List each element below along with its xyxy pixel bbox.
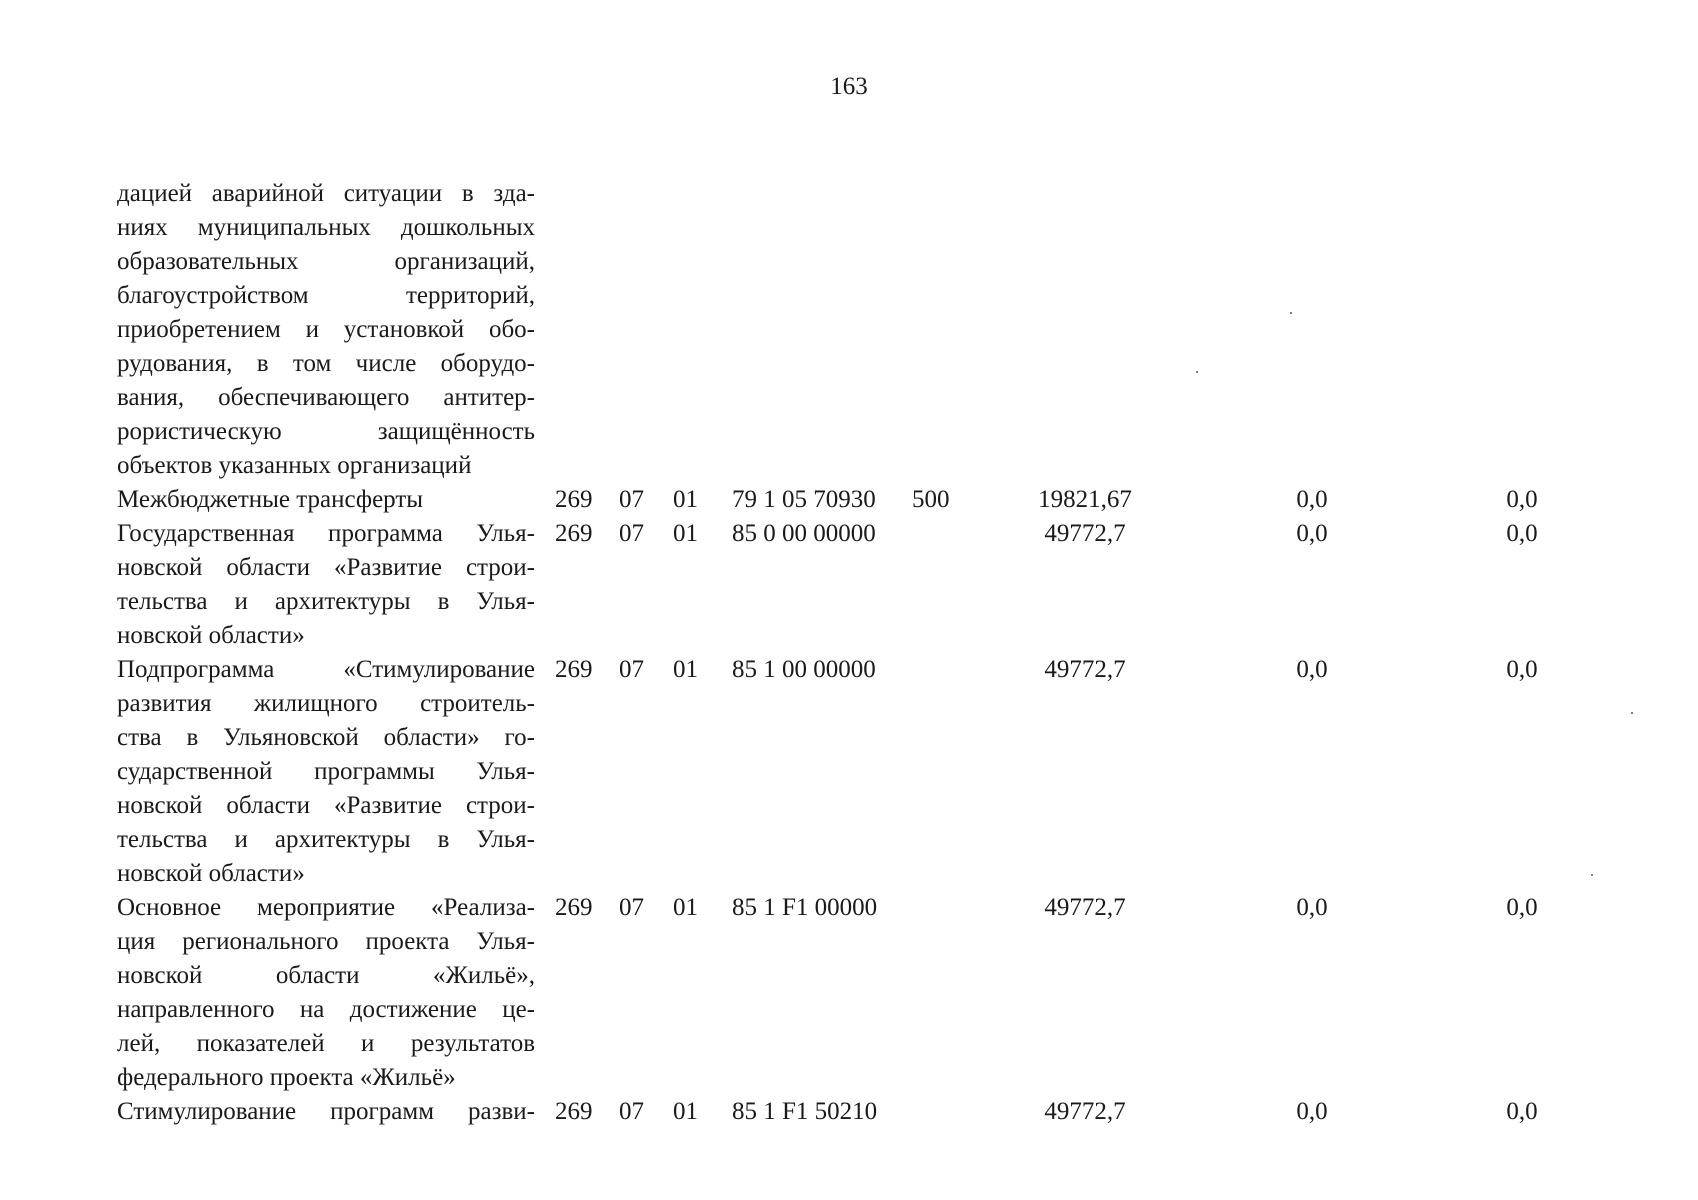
description-line: рудования, в том числе оборудо-: [117, 350, 535, 377]
amount-year-1: 49772,7: [1044, 1098, 1126, 1125]
amount-year-1: 49772,7: [1044, 520, 1126, 547]
amount-year-1: 49772,7: [1044, 894, 1126, 921]
table-row: [117, 177, 1557, 483]
description-line: ства в Ульяновской области» го-: [117, 724, 535, 751]
description-line: Межбюджетные трансферты: [117, 486, 424, 513]
row-description: [117, 891, 535, 1095]
description-line: дацией аварийной ситуации в зда-: [117, 180, 535, 207]
grbs-code: 269: [555, 656, 593, 683]
description-line: новской области»: [117, 622, 305, 649]
description-line: новской области «Жильё»,: [117, 962, 535, 989]
section-code: 07: [619, 894, 644, 921]
budget-table: [117, 177, 1557, 1129]
description-line: федерального проекта «Жильё»: [117, 1064, 456, 1091]
description-line: вания, обеспечивающего антитер-: [117, 384, 535, 411]
table-row: [117, 517, 1557, 653]
target-article-code: 85 1 00 00000: [732, 656, 876, 683]
description-line: рористическую защищённость: [117, 418, 535, 445]
subsection-code: 01: [673, 520, 698, 547]
row-description: [117, 177, 535, 483]
target-article-code: 85 1 F1 00000: [732, 894, 878, 921]
description-line: объектов указанных организаций: [117, 452, 472, 479]
subsection-code: 01: [673, 486, 698, 513]
amount-year-3: 0,0: [1506, 486, 1538, 513]
target-article-code: 79 1 05 70930: [732, 486, 876, 513]
description-line: Стимулирование программ разви-: [117, 1098, 535, 1125]
scan-speck: [1631, 712, 1633, 714]
amount-year-1: 49772,7: [1044, 656, 1126, 683]
target-article-code: 85 0 00 00000: [732, 520, 876, 547]
description-line: тельства и архитектуры в Улья-: [117, 588, 535, 615]
row-description: [117, 483, 535, 517]
target-article-code: 85 1 F1 50210: [732, 1098, 878, 1125]
grbs-code: 269: [555, 486, 593, 513]
amount-year-3: 0,0: [1506, 1098, 1538, 1125]
description-line: ниях муниципальных дошкольных: [117, 214, 535, 241]
grbs-code: 269: [555, 520, 593, 547]
grbs-code: 269: [555, 894, 593, 921]
subsection-code: 01: [673, 894, 698, 921]
amount-year-2: 0,0: [1296, 894, 1328, 921]
description-line: Подпрограмма «Стимулирование: [117, 656, 535, 683]
description-line: ция регионального проекта Улья-: [117, 928, 535, 955]
amount-year-3: 0,0: [1506, 520, 1538, 547]
section-code: 07: [619, 1098, 644, 1125]
amount-year-2: 0,0: [1296, 486, 1328, 513]
grbs-code: 269: [555, 1098, 593, 1125]
amount-year-3: 0,0: [1506, 894, 1538, 921]
subsection-code: 01: [673, 1098, 698, 1125]
description-line: новской области «Развитие строи-: [117, 792, 535, 819]
scan-speck: [1290, 312, 1292, 314]
section-code: 07: [619, 656, 644, 683]
description-line: развития жилищного строитель-: [117, 690, 535, 717]
amount-year-3: 0,0: [1506, 656, 1538, 683]
row-description: [117, 1095, 535, 1129]
description-line: новской области «Развитие строи-: [117, 554, 535, 581]
description-line: Государственная программа Улья-: [117, 520, 535, 547]
section-code: 07: [619, 486, 644, 513]
row-description: [117, 517, 535, 653]
description-line: приобретением и установкой обо-: [117, 316, 535, 343]
description-line: благоустройством территорий,: [117, 282, 535, 309]
amount-year-1: 19821,67: [1038, 486, 1132, 513]
row-description: [117, 653, 535, 891]
page-number: 163: [830, 73, 868, 100]
amount-year-2: 0,0: [1296, 1098, 1328, 1125]
description-line: новской области»: [117, 860, 305, 887]
amount-year-2: 0,0: [1296, 520, 1328, 547]
table-row: [117, 891, 1557, 1095]
expense-type-code: 500: [912, 486, 950, 513]
scan-speck: [1591, 874, 1593, 876]
subsection-code: 01: [673, 656, 698, 683]
scan-speck: [1196, 371, 1198, 373]
section-code: 07: [619, 520, 644, 547]
description-line: тельства и архитектуры в Улья-: [117, 826, 535, 853]
table-row: [117, 653, 1557, 891]
description-line: образовательных организаций,: [117, 248, 535, 275]
description-line: лей, показателей и результатов: [117, 1030, 535, 1057]
table-row: [117, 483, 1557, 517]
description-line: направленного на достижение це-: [117, 996, 535, 1023]
amount-year-2: 0,0: [1296, 656, 1328, 683]
description-line: сударственной программы Улья-: [117, 758, 535, 785]
table-row: [117, 1095, 1557, 1129]
description-line: Основное мероприятие «Реализа-: [117, 894, 535, 921]
